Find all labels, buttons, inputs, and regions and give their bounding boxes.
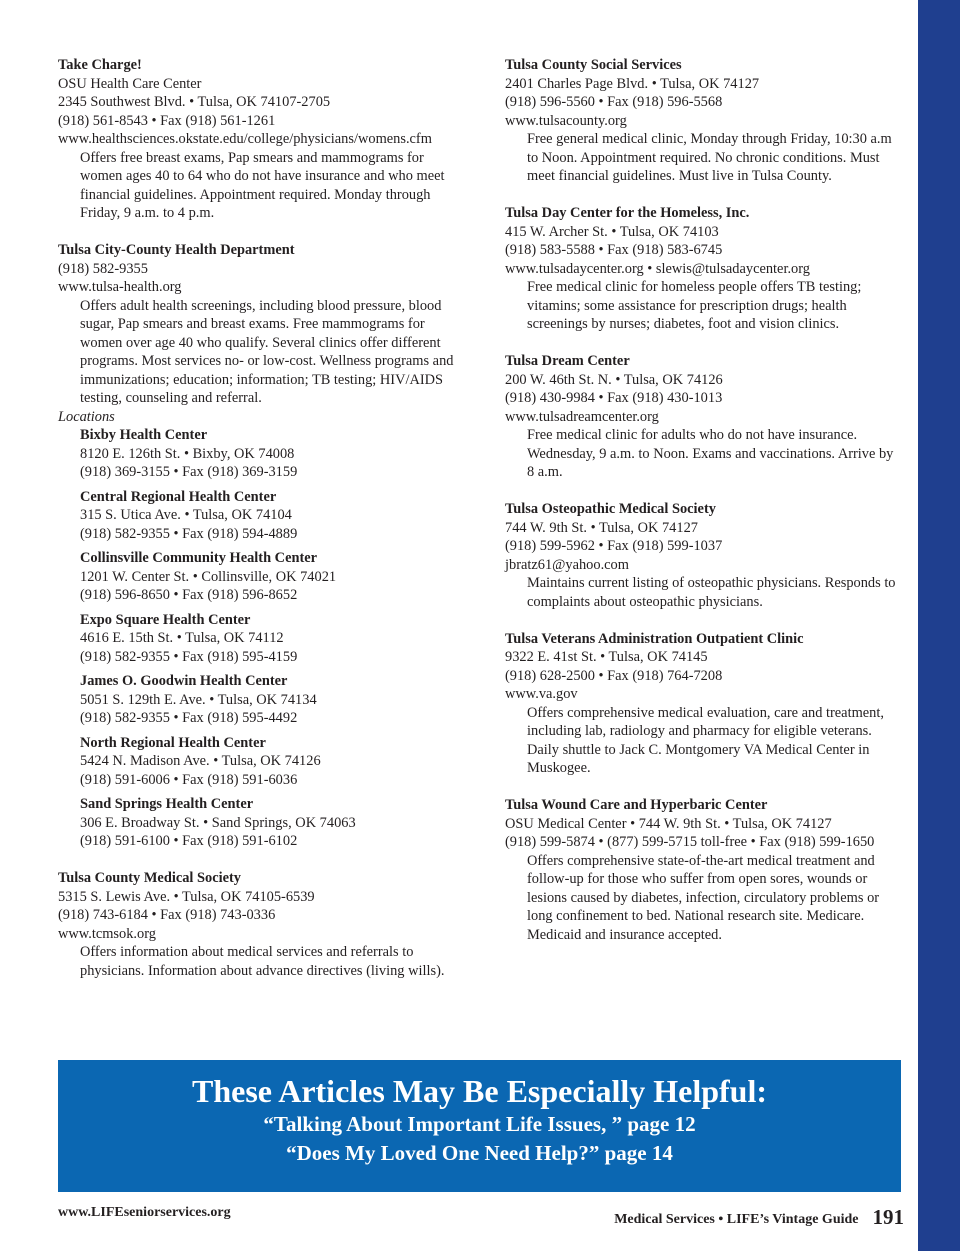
location-name: James O. Goodwin Health Center [80,673,288,689]
entry-description-line: meet financial guidelines. Must live in Tulsa County. [527,168,832,184]
entry-description-line: follow-up for those who suffer from open sores, wounds or [527,871,868,887]
location-item [58,549,478,605]
location-contact-line: (918) 369-3155 • Fax (918) 369-3159 [80,464,298,480]
listing-entry [58,869,478,980]
listing-entry [505,500,905,611]
entry-description-line: testing, counseling and referral. [80,390,262,406]
right-column [505,56,905,963]
location-contact-line: 8120 E. 126th St. • Bixby, OK 74008 [80,445,295,462]
location-contact-line: 315 S. Utica Ave. • Tulsa, OK 74104 [80,507,292,523]
banner-title: These Articles May Be Especially Helpful: [191,1073,768,1109]
entry-web-link[interactable]: www.tulsadaycenter.org • slewis@tulsadaycenter.org [505,260,810,277]
footer-section-label: Medical Services • LIFE’s Vintage Guide [614,1212,859,1227]
entry-title: Tulsa City-County Health Department [58,242,295,258]
entry-description-line: sugar, Pap smears and breast exams. Free mammograms for [80,316,425,332]
entry-contact-line: 200 W. 46th St. N. • Tulsa, OK 74126 [505,371,723,388]
location-item [58,795,478,851]
banner-article-1[interactable]: “Talking About Important Life Issues, ” page 12 [263,1112,696,1136]
location-item [58,611,478,667]
location-contact-line: (918) 582-9355 • Fax (918) 594-4889 [80,525,298,542]
entry-contact-line: 2345 Southwest Blvd. • Tulsa, OK 74107-2705 [58,94,331,110]
location-contact-line: (918) 582-9355 • Fax (918) 595-4159 [80,648,298,665]
location-contact-line: (918) 591-6100 • Fax (918) 591-6102 [80,833,298,849]
listing-entry [505,630,905,778]
entry-description-line: Offers comprehensive state-of-the-art medical treatment and [527,852,875,869]
location-item [58,426,478,482]
location-name: Bixby Health Center [80,427,208,443]
listing-entry [58,241,478,851]
entry-description-line: Offers comprehensive medical evaluation, care and treatment, [527,704,884,721]
entry-contact-line: (918) 628-2500 • Fax (918) 764-7208 [505,667,723,684]
entry-description-line: Maintains current listing of osteopathic physicians. Responds to [527,575,896,591]
helpful-articles-banner [58,1060,901,1192]
entry-description-line: Free medical clinic for adults who do not have insurance. [527,427,858,443]
entry-description-line: including lab, radiology and pharmacy for eligible veterans. [527,723,872,739]
location-item [58,488,478,544]
banner-article-2[interactable]: “Does My Loved One Need Help?” page 14 [286,1141,673,1165]
location-contact-line: (918) 596-8650 • Fax (918) 596-8652 [80,587,298,603]
entry-web-link[interactable]: www.tcmsok.org [58,925,156,942]
entry-title: Tulsa Day Center for the Homeless, Inc. [505,205,750,221]
locations-heading: Locations [58,408,115,425]
listing-entry [58,56,478,223]
entry-contact-line: OSU Medical Center • 744 W. 9th St. • Tulsa, OK 74127 [505,815,832,832]
entry-description-line: lesions caused by diabetes, infection, circulatory problems or [527,889,880,906]
entry-web-link[interactable]: www.tulsa-health.org [58,279,182,295]
entry-description-line: Wednesday, 9 a.m. to Noon. Exams and vaccinations. Arrive by [527,445,894,462]
entry-title: Tulsa Dream Center [505,353,630,369]
entry-contact-line: (918) 599-5874 • (877) 599-5715 toll-free • Fax (918) 599-1650 [505,834,875,850]
entry-description-line: Free general medical clinic, Monday through Friday, 10:30 a.m [527,131,892,147]
entry-description-line: Offers free breast exams, Pap smears and mammograms for [80,149,424,166]
entry-description-line: physicians. Information about advance directives (living wills). [80,962,445,979]
entry-title: Tulsa County Medical Society [58,870,241,886]
entry-description-line: Offers information about medical services and referrals to [80,944,414,960]
entry-description-line: Daily shuttle to Jack C. Montgomery VA Medical Center in [527,741,870,758]
location-name: Expo Square Health Center [80,611,251,628]
location-item [58,672,478,728]
entry-title: Tulsa County Social Services [505,57,682,73]
location-contact-line: 1201 W. Center St. • Collinsville, OK 74021 [80,568,337,585]
location-contact-line: (918) 582-9355 • Fax (918) 595-4492 [80,710,298,726]
location-name: North Regional Health Center [80,734,266,751]
entry-description-line: Friday, 9 a.m. to 4 p.m. [80,205,215,221]
listing-entry [505,352,905,482]
location-name: Collinsville Community Health Center [80,550,318,566]
listing-entry [505,204,905,334]
entry-contact-line: (918) 596-5560 • Fax (918) 596-5568 [505,94,723,110]
entry-description-line: women ages 40 to 64 who do not have insurance and who meet [80,168,445,184]
entry-title: Tulsa Osteopathic Medical Society [505,501,716,517]
entry-contact-line: 744 W. 9th St. • Tulsa, OK 74127 [505,519,698,536]
entry-contact-line: 5315 S. Lewis Ave. • Tulsa, OK 74105-6539 [58,888,315,905]
location-contact-line: 306 E. Broadway St. • Sand Springs, OK 74063 [80,814,356,831]
left-column [58,56,478,999]
listing-entry [505,796,905,944]
footer-section [500,1205,904,1230]
location-contact-line: (918) 591-6006 • Fax (918) 591-6036 [80,771,298,788]
entry-description-line: programs. Most services no- or low-cost. Wellness programs and [80,353,454,369]
location-item [58,734,478,790]
entry-contact-line: 9322 E. 41st St. • Tulsa, OK 74145 [505,649,708,665]
entry-web-link[interactable]: www.healthsciences.okstate.edu/college/physicians/womens.cfm [58,131,432,147]
entry-web-link[interactable]: www.tulsacounty.org [505,112,627,129]
side-color-bar [918,0,960,1251]
location-contact-line: 5424 N. Madison Ave. • Tulsa, OK 74126 [80,753,321,769]
footer-url[interactable]: www.LIFEseniorservices.org [58,1205,231,1220]
entry-description-line: immunizations; education; information; TB testing; HIV/AIDS [80,371,444,388]
entry-contact-line: 2401 Charles Page Blvd. • Tulsa, OK 74127 [505,75,760,92]
entry-description-line: vitamins; some assistance for prescription drugs; health [527,297,847,314]
entry-title: Take Charge! [58,57,142,73]
entry-web-link[interactable]: www.va.gov [505,686,578,702]
location-name: Sand Springs Health Center [80,796,254,812]
entry-description-line: screenings by nurses; diabetes, foot and vision clinics. [527,316,840,332]
location-contact-line: 5051 S. 129th E. Ave. • Tulsa, OK 74134 [80,691,317,708]
entry-contact-line: 415 W. Archer St. • Tulsa, OK 74103 [505,223,719,240]
entry-contact-line: (918) 743-6184 • Fax (918) 743-0336 [58,907,276,923]
entry-web-link[interactable]: jbratz61@yahoo.com [505,556,629,573]
entry-description-line: women over age 40 who qualify. Several clinics offer different [80,334,441,351]
listing-entry [505,56,905,186]
entry-contact-line: OSU Health Care Center [58,75,202,92]
location-contact-line: 4616 E. 15th St. • Tulsa, OK 74112 [80,630,284,646]
entry-description-line: Medicaid and insurance accepted. [527,926,722,943]
page-number: 191 [872,1205,904,1229]
entry-description-line: 8 a.m. [527,464,563,480]
entry-description-line: Muskogee. [527,760,591,776]
entry-contact-line: (918) 430-9984 • Fax (918) 430-1013 [505,390,723,406]
entry-description-line: complaints about osteopathic physicians. [527,593,763,610]
entry-contact-line: (918) 599-5962 • Fax (918) 599-1037 [505,538,723,554]
entry-title: Tulsa Veterans Administration Outpatient Clinic [505,630,804,647]
entry-description-line: long confinement to bed. National research site. Medicare. [527,908,865,924]
entry-web-link[interactable]: www.tulsadreamcenter.org [505,408,659,425]
location-name: Central Regional Health Center [80,488,277,505]
entry-description-line: Free medical clinic for homeless people offers TB testing; [527,279,862,295]
entry-description-line: Offers adult health screenings, including blood pressure, blood [80,297,442,314]
entry-title: Tulsa Wound Care and Hyperbaric Center [505,797,768,813]
entry-contact-line: (918) 582-9355 [58,260,148,277]
entry-description-line: to Noon. Appointment required. No chronic conditions. Must [527,149,880,166]
entry-description-line: financial guidelines. Appointment required. Monday through [80,186,431,203]
entry-contact-line: (918) 583-5588 • Fax (918) 583-6745 [505,242,723,258]
entry-contact-line: (918) 561-8543 • Fax (918) 561-1261 [58,112,276,129]
